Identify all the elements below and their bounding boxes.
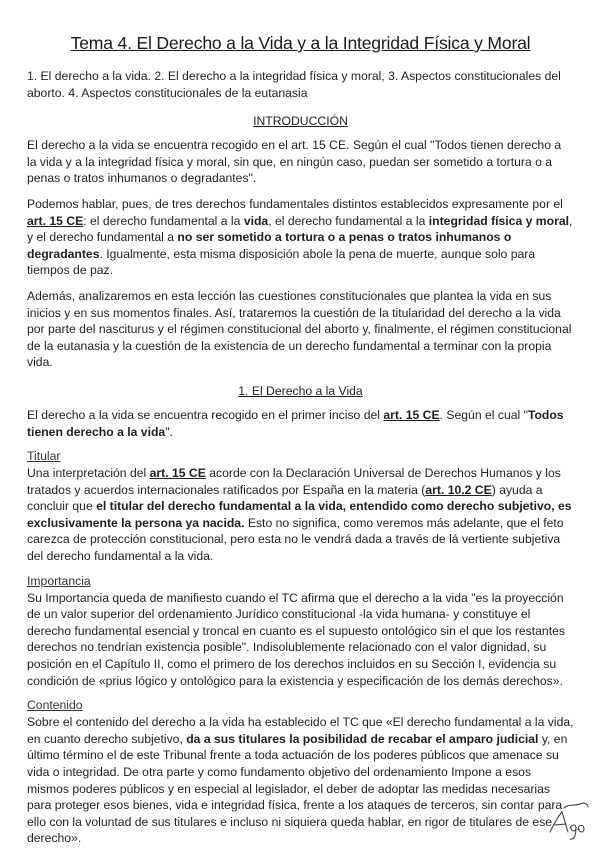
- section-1-heading: 1. El Derecho a la Vida: [238, 383, 363, 398]
- article-reference: art. 15 CE: [149, 466, 206, 481]
- text-run: , el derecho fundamental a la: [268, 213, 429, 228]
- paragraph-7: [27, 714, 574, 847]
- text-run: ".: [165, 424, 173, 439]
- bold-term: vida: [243, 213, 269, 228]
- paragraph-1: El derecho a la vida se encuentra recogido en el art. 15 CE. Según el cual "Todos tienen derecho a la vida y a la integridad física y moral, sin que, en ningún caso, puedan ser sometido a tortura o a penas o tratos inhumanos o degradantes".: [27, 138, 562, 186]
- intro-heading: INTRODUCCIÓN: [253, 114, 348, 129]
- text-run: Podemos hablar, pues, de tres derechos fundamentales distintos establecidos expresamente por el: [27, 196, 563, 211]
- paragraph-3: Además, analizaremos en esta lección las cuestiones constitucionales que plantea la vida en sus inicios y en sus momentos finales. Así, trataremos la cuestión de la titularidad del derecho a la vida por parte del nasciturus y el régimen constitucional del aborto y, finalmente, el régimen constitucional de la eutanasia y la cuestión de la existencia de un derecho fundamental a terminar con la propia vida.: [27, 288, 572, 370]
- text-run: Esto no significa, como veremos más adelante, que el feto carezca de protección constitucional, pero esta no le vendrá dada a través de lá vertiente subjetiva del derecho fundamental a la vida.: [27, 515, 564, 564]
- bold-term: Todos tienen derecho a la vida: [27, 407, 564, 439]
- paragraph-2: [27, 196, 574, 279]
- article-reference: art. 10.2 CE: [425, 482, 492, 497]
- document-page: [27, 33, 574, 847]
- topic-index: 1. El derecho a la vida. 2. El derecho a la integridad física y moral, 3. Aspectos constitucionales del aborto. 4. Aspectos constitucionales de la eutanasia: [27, 69, 561, 100]
- bold-term: integridad física y moral: [428, 213, 569, 228]
- text-run: El derecho a la vida se encuentra recogido en el primer inciso del: [27, 407, 384, 422]
- contenido-heading: Contenido: [27, 698, 83, 713]
- text-run: acorde con la Declaración Universal de Derechos Humanos y los tratados y acuerdos internacionales ratificados por España en la materia (: [27, 466, 561, 497]
- text-run: . Según el cual ": [439, 407, 528, 422]
- bold-term: el titular del derecho fundamental a la vida, entendido como derecho subjetivo, es exclusivamente la persona ya nacida.: [27, 499, 572, 530]
- text-run: ) ayuda a concluir que: [27, 482, 543, 514]
- titular-heading: Titular: [27, 449, 61, 464]
- paragraph-6: Su Importancia queda de manifiesto cuando el TC afirma que el derecho a la vida "es la proyección de un valor superior del ordenamiento Jurídico constitucional -la vida humana- y constituye el derecho fundamental esencial y troncal en cuanto es el supuesto ontológico sin el que los restantes derechos no tendrían existencia posible". Indisolublemente relacionado con el valor dignidad, su posición en el Capítulo II, como el primero de los derechos incluidos en su Sección I, evidencia su condición de «prius lógico y ontológico para la existencia y especificación de los demás derechos».: [27, 590, 565, 688]
- page-title: Tema 4. El Derecho a la Vida y a la Integridad Física y Moral: [70, 33, 531, 53]
- text-run: Una interpretación del: [27, 466, 150, 481]
- article-reference: art. 15 CE: [383, 407, 440, 422]
- signature-mark: [544, 798, 592, 842]
- importancia-heading: Importancia: [27, 573, 91, 588]
- text-run: . Igualmente, esta misma disposición abole la pena de muerte, aunque solo para tiempos de paz.: [27, 246, 536, 278]
- bold-term: da a sus titulares la posibilidad de recabar el amparo judicial: [186, 731, 539, 746]
- paragraph-5: [27, 465, 574, 565]
- bold-term: no ser sometido a tortura o a penas o tratos inhumanos o degradantes: [27, 230, 512, 261]
- article-reference: art. 15 CE: [27, 213, 84, 228]
- text-run: Sobre el contenido del derecho a la vida ha establecido el TC que «El derecho fundamental a la vida, en cuanto derecho subjetivo,: [27, 715, 574, 746]
- text-run: : el derecho fundamental a la: [83, 213, 244, 228]
- text-run: , y el derecho fundamental a: [27, 213, 573, 245]
- paragraph-4: [27, 407, 574, 440]
- text-run: y, en último término el de este Tribunal frente a toda actuación de los poderes públicos que amenace su vida o integridad. De otra parte y como fundamento objetivo del ordenamiento Impone a esos mismos poderes públicos y en especial al legislador, el deber de adoptar las medidas necesarias para proteger esos bienes, vida e integridad física, frente a los ataques de terceros, sin contar para ello con la voluntad de sus titulares e incluso ni siquiera queda hablar, en rigor de titulares de ese derecho».: [27, 731, 568, 846]
